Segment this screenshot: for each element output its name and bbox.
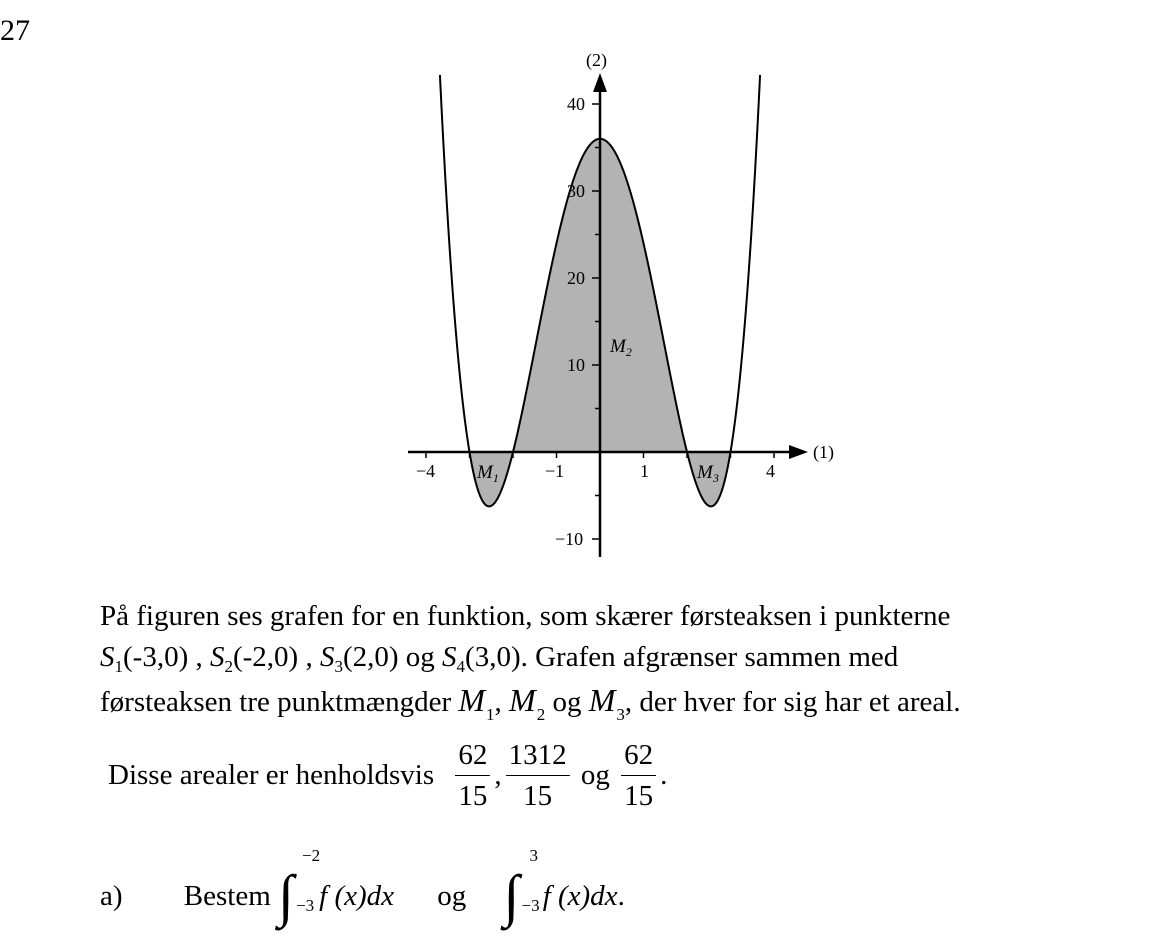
y-axis-label: (2) (586, 50, 607, 70)
y-tick-label-40: 40 (567, 94, 585, 114)
problem-number: 27 (0, 14, 30, 47)
y-tick-label-20: 20 (567, 268, 585, 288)
y-axis-arrow (593, 73, 607, 92)
fraction-m2: $\frac{1312}{15}$ (506, 735, 570, 816)
text-line-4: Disse arealer er henholdsvis $\frac{62}{15}$ , $\frac{1312}{15}$ og $\frac{62}{15}$ . (108, 735, 667, 816)
text-line-2: $S_1(-3,0)$ , $S_2(-2,0)$ , $S_3(2,0)$ og $S_4(3,0)$. Grafen afgrænser sammen med (100, 641, 899, 676)
x-axis-label: (1) (813, 442, 834, 462)
x-axis-arrow (789, 445, 808, 459)
x-tick-label-neg1: −1 (545, 461, 565, 481)
integral-1: ∫ −2 −3 (278, 846, 321, 928)
text-line-3: førsteaksen tre punktmængder $M_1$, $M_2$ og $M_3$, der hver for sig har et areal. (100, 682, 961, 724)
fraction-m3: $\frac{62}{15}$ (621, 735, 656, 816)
fraction-m1: $\frac{62}{15}$ (455, 735, 490, 816)
integral-2: ∫ 3 −3 (503, 846, 540, 928)
x-tick-label-1: 1 (640, 461, 649, 481)
region-label-m3: $M_3$ (697, 462, 719, 485)
text-line-1: På figuren ses grafen for en funktion, som skærer førsteaksen i punkterne (100, 600, 951, 632)
x-tick-label-4: 4 (766, 461, 775, 481)
region-label-m1: $M_1$ (477, 462, 499, 485)
y-tick-label-neg10: −10 (555, 529, 584, 549)
region-label-m2: $M_2$ (610, 336, 632, 359)
x-tick-label-neg4: −4 (416, 461, 436, 481)
question-a: a) Bestem ∫ −2 −3 f (x)dx og ∫ 3 −3 f (x)dx. (100, 846, 625, 928)
y-tick-label-30: 30 (567, 181, 585, 201)
y-tick-label-10: 10 (567, 355, 585, 375)
